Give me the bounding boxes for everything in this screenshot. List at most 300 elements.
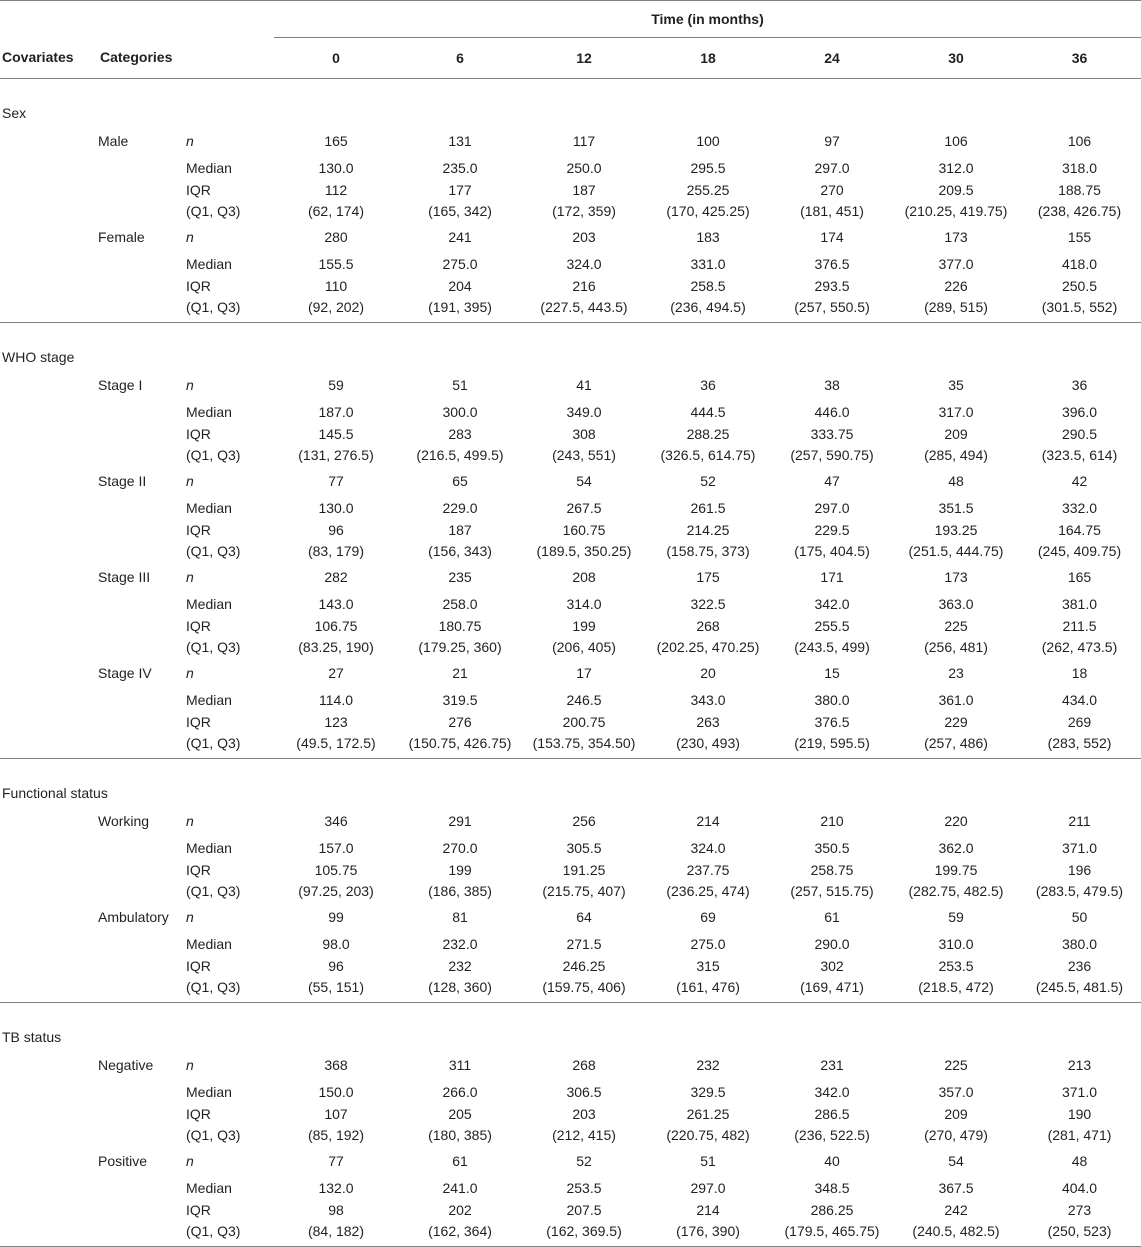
- iqr-value-cell: [522, 1104, 646, 1146]
- stat-label-n: n: [186, 909, 194, 925]
- median-value-cell: 241.0: [442, 1180, 478, 1196]
- iqr-value-cell: [646, 712, 770, 759]
- quartile-range-value: (84, 182): [307, 1223, 365, 1239]
- iqr-value-cell: [894, 956, 1018, 1003]
- iqr-value: 263: [696, 714, 720, 730]
- n-value-cell: 65: [452, 473, 468, 489]
- n-value-cell: 220: [944, 813, 968, 829]
- n-value-cell: 17: [576, 665, 592, 681]
- covariate-label: TB status: [2, 1029, 62, 1045]
- iqr-value: 199: [448, 862, 472, 878]
- iqr-value: 226: [944, 278, 968, 294]
- n-value-cell: 280: [324, 229, 348, 245]
- iqr-value: 110: [324, 278, 348, 294]
- quartile-range-value: (206, 405): [552, 639, 616, 655]
- iqr-value: 107: [324, 1106, 348, 1122]
- quartile-range-value: (243, 551): [552, 447, 616, 463]
- quartile-range-value: (172, 359): [552, 203, 616, 219]
- quartile-range-value: (289, 515): [924, 299, 988, 315]
- median-value-cell: 318.0: [1061, 160, 1098, 176]
- iqr-value-cell: [1018, 520, 1141, 562]
- iqr-value-cell: [398, 520, 522, 562]
- spacer-cell: [98, 929, 186, 956]
- iqr-value: 112: [324, 182, 348, 198]
- time-column-header: 12: [576, 49, 592, 66]
- n-value-cell: 211: [1068, 813, 1091, 829]
- n-value-cell: 59: [948, 909, 964, 925]
- iqr-value: 258.75: [810, 862, 854, 878]
- quartile-range-value: (49.5, 172.5): [296, 735, 376, 751]
- iqr-value: 308: [572, 426, 596, 442]
- quartile-range-value: (159.75, 406): [542, 979, 626, 995]
- median-value-cell: 250.0: [566, 160, 602, 176]
- stat-label-iqr: [186, 712, 274, 759]
- n-value-cell: 48: [948, 473, 964, 489]
- iqr-value: 106.75: [314, 618, 358, 634]
- iqr-value-cell: [398, 1200, 522, 1247]
- stat-label-iqr: [186, 1200, 274, 1247]
- median-value-cell: 367.5: [938, 1180, 974, 1196]
- n-value-cell: 183: [696, 229, 720, 245]
- spacer-cell: [0, 1104, 98, 1146]
- n-value-cell: 69: [700, 909, 716, 925]
- median-value-cell: 306.5: [566, 1084, 602, 1100]
- iqr-value: 286.25: [810, 1202, 854, 1218]
- quartile-label: (Q1, Q3): [186, 883, 241, 899]
- stat-label-median: Median: [186, 500, 232, 516]
- iqr-value-cell: [894, 180, 1018, 222]
- quartile-range-value: (281, 471): [1047, 1127, 1112, 1143]
- spacer-cell: [0, 658, 98, 685]
- spacer-cell: [0, 276, 98, 323]
- spacer-cell: [98, 520, 186, 562]
- n-value-cell: 52: [700, 473, 716, 489]
- iqr-value-cell: [398, 712, 522, 759]
- n-value-cell: 173: [944, 569, 968, 585]
- table-body: [0, 79, 1141, 1247]
- spacer-cell: [0, 833, 98, 860]
- iqr-value: 250.5: [1061, 278, 1098, 294]
- iqr-label: IQR: [186, 278, 211, 294]
- iqr-value: 193.25: [934, 522, 978, 538]
- median-value-cell: 150.0: [318, 1084, 354, 1100]
- quartile-label: (Q1, Q3): [186, 1127, 241, 1143]
- covariate-group-row: [0, 79, 1141, 127]
- iqr-value-cell: [398, 860, 522, 902]
- iqr-value-cell: [1018, 1104, 1141, 1146]
- median-value-cell: 297.0: [814, 500, 850, 516]
- n-value-cell: 21: [452, 665, 468, 681]
- spacer-cell: [0, 616, 98, 658]
- category-label: Working: [98, 813, 150, 829]
- table-row: [0, 493, 1141, 520]
- quartile-label: (Q1, Q3): [186, 299, 241, 315]
- iqr-value-cell: [646, 424, 770, 466]
- time-column-header: 18: [700, 49, 716, 66]
- time-column-header: 6: [456, 49, 464, 66]
- iqr-value-cell: [398, 1104, 522, 1146]
- spacer-cell: [0, 1173, 98, 1200]
- median-value-cell: 380.0: [814, 692, 850, 708]
- spacer-cell: [0, 956, 98, 1003]
- n-value-cell: 50: [1071, 909, 1088, 925]
- iqr-value-cell: [646, 520, 770, 562]
- iqr-value: 98: [328, 1202, 344, 1218]
- iqr-value: 177: [448, 182, 472, 198]
- n-value-cell: 61: [824, 909, 840, 925]
- n-value-cell: 368: [324, 1057, 348, 1073]
- iqr-value: 207.5: [566, 1202, 602, 1218]
- iqr-value-cell: [646, 616, 770, 658]
- iqr-value-cell: [522, 424, 646, 466]
- median-value-cell: 143.0: [318, 596, 354, 612]
- iqr-value: 199.75: [934, 862, 978, 878]
- median-value-cell: 377.0: [938, 256, 974, 272]
- n-value-cell: 256: [572, 813, 596, 829]
- quartile-range-value: (83, 179): [307, 543, 365, 559]
- table-row: [0, 1146, 1141, 1173]
- iqr-value: 229.5: [814, 522, 850, 538]
- iqr-value-cell: [522, 956, 646, 1003]
- n-value-cell: 106: [944, 133, 968, 149]
- n-value-cell: 54: [576, 473, 592, 489]
- iqr-value: 105.75: [314, 862, 358, 878]
- median-value-cell: 295.5: [690, 160, 726, 176]
- quartile-range-value: (170, 425.25): [666, 203, 750, 219]
- table-row: [0, 180, 1141, 222]
- iqr-value-cell: [274, 276, 398, 323]
- n-value-cell: 36: [1071, 377, 1088, 393]
- table-row: [0, 806, 1141, 833]
- quartile-range-value: (257, 515.75): [790, 883, 874, 899]
- n-value-cell: 155: [1067, 229, 1092, 245]
- iqr-value: 290.5: [1061, 426, 1098, 442]
- quartile-range-value: (245.5, 481.5): [1035, 979, 1124, 995]
- spacer-cell: [0, 1050, 98, 1077]
- category-label: Female: [98, 229, 145, 245]
- quartile-range-value: (236, 494.5): [670, 299, 746, 315]
- quartile-range-value: (236.25, 474): [666, 883, 750, 899]
- iqr-value: 333.75: [810, 426, 854, 442]
- iqr-value-cell: [894, 276, 1018, 323]
- stat-label-iqr: [186, 424, 274, 466]
- iqr-value-cell: [646, 956, 770, 1003]
- table-row: [0, 1050, 1141, 1077]
- spacer-cell: [98, 616, 186, 658]
- n-value-cell: 54: [948, 1153, 964, 1169]
- time-column-header: 0: [332, 49, 340, 66]
- iqr-value: 164.75: [1058, 522, 1101, 538]
- iqr-value: 200.75: [562, 714, 606, 730]
- iqr-value-cell: [646, 276, 770, 323]
- iqr-value-cell: [770, 712, 894, 759]
- stat-label-median: Median: [186, 840, 232, 856]
- median-value-cell: 342.0: [814, 596, 850, 612]
- iqr-label: IQR: [186, 714, 211, 730]
- median-value-cell: 114.0: [319, 692, 353, 708]
- median-value-cell: 297.0: [814, 160, 850, 176]
- median-value-cell: 155.5: [318, 256, 354, 272]
- table-row: [0, 956, 1141, 1003]
- covariate-label: Sex: [2, 105, 27, 121]
- iqr-value-cell: [646, 1104, 770, 1146]
- iqr-value: 268: [696, 618, 720, 634]
- quartile-range-value: (179.5, 465.75): [784, 1223, 880, 1239]
- spacer-cell: [0, 1200, 98, 1247]
- spacer-cell: [0, 712, 98, 759]
- n-value-cell: 38: [824, 377, 840, 393]
- spacer-cell: [98, 397, 186, 424]
- table-row: [0, 833, 1141, 860]
- table-row: [0, 929, 1141, 956]
- iqr-value-cell: [522, 860, 646, 902]
- iqr-value-cell: [1018, 860, 1141, 902]
- quartile-range-value: (230, 493): [676, 735, 740, 751]
- iqr-value: 273: [1067, 1202, 1092, 1218]
- median-value-cell: 98.0: [322, 936, 350, 952]
- spacer-cell: [0, 1146, 98, 1173]
- quartile-range-value: (158.75, 373): [666, 543, 750, 559]
- quartile-range-value: (85, 192): [307, 1127, 365, 1143]
- median-value-cell: 275.0: [690, 936, 726, 952]
- iqr-value-cell: [522, 616, 646, 658]
- median-value-cell: 349.0: [566, 404, 602, 420]
- spacer-cell: [98, 276, 186, 323]
- quartile-range-value: (181, 451): [800, 203, 864, 219]
- spacer-cell: [0, 249, 98, 276]
- median-value-cell: 357.0: [938, 1084, 974, 1100]
- iqr-label: IQR: [186, 182, 211, 198]
- spacer-cell: [0, 493, 98, 520]
- quartile-range-value: (285, 494): [924, 447, 988, 463]
- table-row: [0, 370, 1141, 397]
- covariate-label: Functional status: [2, 785, 108, 801]
- categories-header: Categories: [100, 49, 173, 66]
- category-label: Stage I: [98, 377, 143, 393]
- median-value-cell: 187.0: [318, 404, 354, 420]
- quartile-range-value: (257, 550.5): [794, 299, 870, 315]
- iqr-value: 187: [448, 522, 472, 538]
- quartile-range-value: (83.25, 190): [298, 639, 374, 655]
- quartile-range-value: (262, 473.5): [1041, 639, 1118, 655]
- iqr-value: 258.5: [690, 278, 726, 294]
- quartile-range-value: (128, 360): [428, 979, 492, 995]
- n-value-cell: 175: [696, 569, 720, 585]
- iqr-value-cell: [770, 276, 894, 323]
- stat-label-n: n: [186, 1057, 194, 1073]
- time-column-header: 36: [1071, 49, 1088, 66]
- category-label: Stage IV: [98, 665, 152, 681]
- quartile-label: (Q1, Q3): [186, 447, 241, 463]
- iqr-value: 376.5: [814, 714, 850, 730]
- iqr-value: 214.25: [686, 522, 730, 538]
- quartile-range-value: (323.5, 614): [1041, 447, 1118, 463]
- n-value-cell: 235: [448, 569, 472, 585]
- iqr-value-cell: [1018, 1200, 1141, 1247]
- iqr-value-cell: [274, 180, 398, 222]
- quartile-range-value: (215.75, 407): [542, 883, 626, 899]
- table-row: [0, 658, 1141, 685]
- n-value-cell: 51: [700, 1153, 716, 1169]
- quartile-range-value: (62, 174): [307, 203, 365, 219]
- median-value-cell: 371.0: [1061, 1084, 1098, 1100]
- n-value-cell: 48: [1071, 1153, 1088, 1169]
- n-value-cell: 203: [572, 229, 596, 245]
- spacer-cell: [0, 153, 98, 180]
- table-row: [0, 249, 1141, 276]
- quartile-range-value: (131, 276.5): [298, 447, 374, 463]
- iqr-value-cell: [770, 860, 894, 902]
- n-value-cell: 106: [1067, 133, 1092, 149]
- stat-label-median: Median: [186, 160, 232, 176]
- iqr-value: 253.5: [938, 958, 974, 974]
- n-value-cell: 268: [572, 1057, 596, 1073]
- n-value-cell: 241: [448, 229, 472, 245]
- quartile-range-value: (162, 369.5): [546, 1223, 622, 1239]
- iqr-value: 293.5: [814, 278, 850, 294]
- quartile-range-value: (257, 590.75): [790, 447, 874, 463]
- n-value-cell: 165: [1067, 569, 1092, 585]
- iqr-value-cell: [646, 180, 770, 222]
- n-value-cell: 51: [452, 377, 468, 393]
- iqr-value-cell: [1018, 276, 1141, 323]
- iqr-value-cell: [274, 424, 398, 466]
- quartile-range-value: (169, 471): [800, 979, 864, 995]
- quartile-label: (Q1, Q3): [186, 639, 241, 655]
- iqr-value: 209.5: [938, 182, 974, 198]
- table-row: [0, 126, 1141, 153]
- table-row: [0, 712, 1141, 759]
- n-value-cell: 27: [328, 665, 344, 681]
- quartile-range-value: (243.5, 499): [794, 639, 870, 655]
- median-value-cell: 371.0: [1061, 840, 1098, 856]
- covariate-group-row: [0, 323, 1141, 371]
- spacer-cell: [0, 180, 98, 222]
- quartile-range-value: (218.5, 472): [918, 979, 994, 995]
- spacer-cell: [98, 1077, 186, 1104]
- iqr-value-cell: [398, 956, 522, 1003]
- spacer-cell: [0, 685, 98, 712]
- n-value-cell: 64: [576, 909, 592, 925]
- stat-label-n: n: [186, 665, 194, 681]
- spacer-cell: [98, 180, 186, 222]
- stat-label-median: Median: [186, 1084, 232, 1100]
- quartile-range-value: (216.5, 499.5): [416, 447, 504, 463]
- quartile-label: (Q1, Q3): [186, 735, 241, 751]
- iqr-value: 202: [448, 1202, 472, 1218]
- iqr-value: 214: [696, 1202, 720, 1218]
- table-row: [0, 466, 1141, 493]
- iqr-value-cell: [770, 956, 894, 1003]
- spacer-cell: [0, 520, 98, 562]
- spacer-cell: [0, 222, 98, 249]
- iqr-value: 261.25: [686, 1106, 730, 1122]
- iqr-value-cell: [770, 424, 894, 466]
- iqr-value-cell: [770, 1200, 894, 1247]
- iqr-value: 302: [820, 958, 844, 974]
- median-value-cell: 418.0: [1061, 256, 1098, 272]
- stat-label-median: Median: [186, 404, 232, 420]
- quartile-range-value: (210.25, 419.75): [904, 203, 1008, 219]
- iqr-value: 237.75: [686, 862, 730, 878]
- median-value-cell: 324.0: [690, 840, 726, 856]
- stat-label-iqr: [186, 616, 274, 658]
- iqr-value-cell: [398, 276, 522, 323]
- median-value-cell: 350.5: [814, 840, 850, 856]
- iqr-value: 269: [1067, 714, 1092, 730]
- median-value-cell: 434.0: [1061, 692, 1098, 708]
- median-value-cell: 363.0: [938, 596, 974, 612]
- median-value-cell: 130.0: [318, 160, 354, 176]
- iqr-value-cell: [770, 520, 894, 562]
- quartile-range-value: (220.75, 482): [666, 1127, 750, 1143]
- category-label: Ambulatory: [98, 909, 169, 925]
- category-label: Stage II: [98, 473, 147, 489]
- iqr-value: 96: [328, 958, 344, 974]
- median-value-cell: 446.0: [814, 404, 850, 420]
- iqr-value-cell: [646, 860, 770, 902]
- iqr-value: 123: [324, 714, 348, 730]
- iqr-value-cell: [522, 520, 646, 562]
- n-value-cell: 77: [328, 1153, 344, 1169]
- iqr-value-cell: [894, 860, 1018, 902]
- stat-label-iqr: [186, 1104, 274, 1146]
- iqr-value: 190: [1067, 1106, 1092, 1122]
- iqr-value: 188.75: [1058, 182, 1101, 198]
- median-value-cell: 246.5: [566, 692, 602, 708]
- spacer-cell: [98, 424, 186, 466]
- n-value-cell: 231: [820, 1057, 844, 1073]
- quartile-range-value: (175, 404.5): [794, 543, 870, 559]
- iqr-value: 236: [1067, 958, 1092, 974]
- n-value-cell: 214: [696, 813, 720, 829]
- iqr-value: 160.75: [562, 522, 606, 538]
- iqr-value-cell: [1018, 956, 1141, 1003]
- iqr-value: 205: [448, 1106, 472, 1122]
- iqr-value-cell: [274, 1200, 398, 1247]
- quartile-range-value: (251.5, 444.75): [908, 543, 1004, 559]
- spacer-cell: [98, 712, 186, 759]
- iqr-value-cell: [770, 616, 894, 658]
- stat-label-n: n: [186, 813, 194, 829]
- spacer-cell: [98, 589, 186, 616]
- quartile-range-value: (97.25, 203): [298, 883, 374, 899]
- spacer-cell: [98, 249, 186, 276]
- median-value-cell: 157.0: [318, 840, 354, 856]
- median-value-cell: 305.5: [566, 840, 602, 856]
- iqr-value: 246.25: [562, 958, 606, 974]
- n-value-cell: 59: [328, 377, 344, 393]
- iqr-value: 229: [944, 714, 968, 730]
- median-value-cell: 380.0: [1061, 936, 1098, 952]
- iqr-value-cell: [522, 712, 646, 759]
- table-row: [0, 222, 1141, 249]
- n-value-cell: 81: [452, 909, 468, 925]
- stat-label-iqr: [186, 956, 274, 1003]
- quartile-range-value: (202.25, 470.25): [656, 639, 760, 655]
- table-row: [0, 1077, 1141, 1104]
- spacer-cell: [98, 153, 186, 180]
- median-value-cell: 317.0: [938, 404, 974, 420]
- n-value-cell: 42: [1071, 473, 1088, 489]
- n-value-cell: 47: [824, 473, 840, 489]
- stat-label-iqr: [186, 180, 274, 222]
- quartile-label: (Q1, Q3): [186, 1223, 241, 1239]
- quartile-range-value: (219, 595.5): [794, 735, 870, 751]
- spacer-cell: [0, 466, 98, 493]
- iqr-label: IQR: [186, 1106, 211, 1122]
- iqr-value: 199: [572, 618, 596, 634]
